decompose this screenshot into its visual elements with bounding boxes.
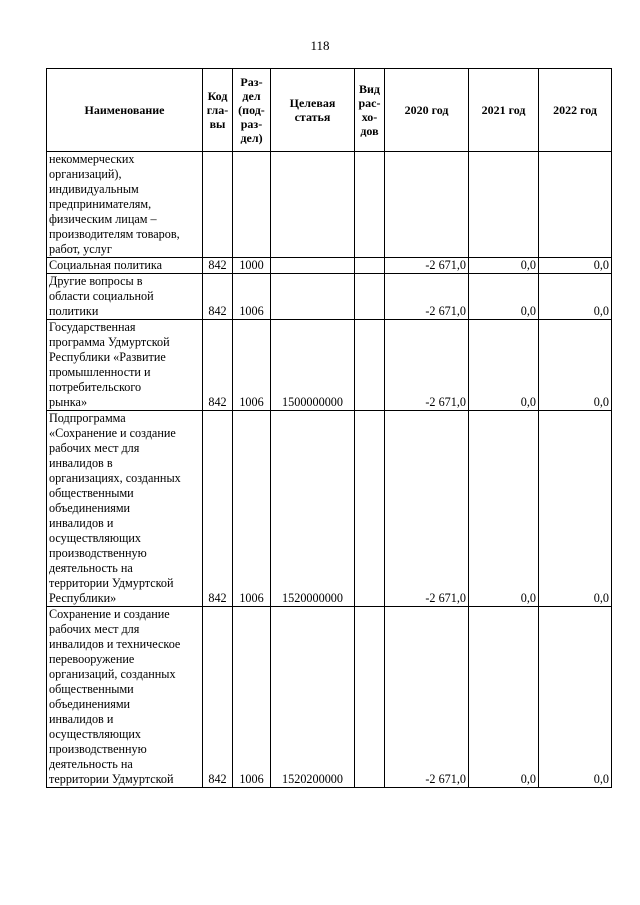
row-name-line: производственную [49, 742, 147, 756]
col-header-section: Раз- дел (под- раз- дел) [233, 69, 271, 152]
row-name-line: объединениями [49, 501, 131, 515]
row-name-line: индивидуальным [49, 182, 139, 196]
row-name-line: территории Удмуртской [49, 772, 174, 786]
row-code: 842 [203, 411, 233, 607]
row-name [47, 607, 203, 788]
row-name [47, 274, 203, 320]
row-name-line: деятельность на [49, 757, 133, 771]
row-value-2021: 0,0 [469, 320, 539, 411]
row-name-line: области социальной [49, 289, 154, 303]
row-name-line: рабочих мест для [49, 622, 140, 636]
row-name-line: работ, услуг [49, 242, 112, 256]
table-row [47, 274, 612, 320]
row-article [271, 152, 355, 258]
row-section [233, 152, 271, 258]
table-row [47, 152, 612, 258]
row-name-line: рабочих мест для [49, 441, 140, 455]
row-value-2021 [469, 152, 539, 258]
row-value-2020: -2 671,0 [385, 411, 469, 607]
budget-table [46, 68, 612, 788]
row-value-2022: 0,0 [539, 320, 612, 411]
row-name-line: Сохранение и создание [49, 607, 170, 621]
row-value-2020: -2 671,0 [385, 274, 469, 320]
row-value-2020: -2 671,0 [385, 258, 469, 274]
row-value-2021: 0,0 [469, 607, 539, 788]
col-header-expense: Вид рас- хо- дов [355, 69, 385, 152]
row-name-line: «Сохранение и создание [49, 426, 176, 440]
row-name-line: инвалидов и [49, 516, 114, 530]
row-name-line: перевооружение [49, 652, 135, 666]
row-name-line: общественными [49, 486, 134, 500]
row-expense [355, 320, 385, 411]
row-name-line: политики [49, 304, 99, 318]
row-name-line: инвалидов в [49, 456, 113, 470]
col-header-article: Целевая статья [271, 69, 355, 152]
row-code [203, 152, 233, 258]
col-header-2021: 2021 год [469, 69, 539, 152]
table-row [47, 607, 612, 788]
row-name-line: Другие вопросы в [49, 274, 143, 288]
row-section: 1006 [233, 607, 271, 788]
row-section: 1000 [233, 258, 271, 274]
table-header-row [47, 69, 612, 152]
row-name-line: физическим лицам – [49, 212, 157, 226]
row-name-line: производственную [49, 546, 147, 560]
row-name [47, 152, 203, 258]
row-name-line: программа Удмуртской [49, 335, 170, 349]
row-article: 1520200000 [271, 607, 355, 788]
row-expense [355, 152, 385, 258]
row-code: 842 [203, 607, 233, 788]
table-body [47, 152, 612, 788]
row-value-2021: 0,0 [469, 411, 539, 607]
row-value-2022: 0,0 [539, 607, 612, 788]
row-article: 1500000000 [271, 320, 355, 411]
table-row [47, 258, 612, 274]
col-header-2020: 2020 год [385, 69, 469, 152]
table-row [47, 320, 612, 411]
row-value-2022: 0,0 [539, 411, 612, 607]
col-header-name: Наименование [47, 69, 203, 152]
row-section: 1006 [233, 411, 271, 607]
col-header-code: Код гла- вы [203, 69, 233, 152]
row-code: 842 [203, 258, 233, 274]
row-article [271, 274, 355, 320]
row-section: 1006 [233, 320, 271, 411]
row-expense [355, 607, 385, 788]
row-code: 842 [203, 320, 233, 411]
row-code: 842 [203, 274, 233, 320]
row-name [47, 258, 203, 274]
row-expense [355, 274, 385, 320]
row-name-line: рынка» [49, 395, 88, 409]
row-name-line: потребительского [49, 380, 142, 394]
row-value-2021: 0,0 [469, 274, 539, 320]
row-name-line: организациях, созданных [49, 471, 181, 485]
row-name-line: Республики «Развитие [49, 350, 166, 364]
row-name-line: общественными [49, 682, 134, 696]
row-value-2020: -2 671,0 [385, 320, 469, 411]
row-name-line: организаций, созданных [49, 667, 176, 681]
row-expense [355, 258, 385, 274]
row-name-line: организаций), [49, 167, 122, 181]
row-name-line: осуществляющих [49, 531, 141, 545]
page-number: 118 [310, 38, 330, 53]
row-value-2021: 0,0 [469, 258, 539, 274]
table-row [47, 411, 612, 607]
row-value-2022 [539, 152, 612, 258]
row-name-line: некоммерческих [49, 152, 135, 166]
row-name [47, 320, 203, 411]
col-header-2022: 2022 год [539, 69, 612, 152]
row-value-2022: 0,0 [539, 258, 612, 274]
row-name-line: инвалидов и [49, 712, 114, 726]
row-name-line: производителям товаров, [49, 227, 180, 241]
row-name-line: Социальная политика [49, 258, 163, 272]
row-section: 1006 [233, 274, 271, 320]
row-name-line: объединениями [49, 697, 131, 711]
row-expense [355, 411, 385, 607]
row-name-line: Подпрограмма [49, 411, 126, 425]
row-name [47, 411, 203, 607]
row-article: 1520000000 [271, 411, 355, 607]
row-article [271, 258, 355, 274]
row-name-line: предпринимателям, [49, 197, 152, 211]
row-value-2020 [385, 152, 469, 258]
row-name-line: территории Удмуртской [49, 576, 174, 590]
row-name-line: инвалидов и техническое [49, 637, 181, 651]
row-name-line: осуществляющих [49, 727, 141, 741]
row-value-2020: -2 671,0 [385, 607, 469, 788]
row-name-line: Государственная [49, 320, 136, 334]
row-value-2022: 0,0 [539, 274, 612, 320]
row-name-line: промышленности и [49, 365, 151, 379]
row-name-line: Республики» [49, 591, 117, 605]
row-name-line: деятельность на [49, 561, 133, 575]
